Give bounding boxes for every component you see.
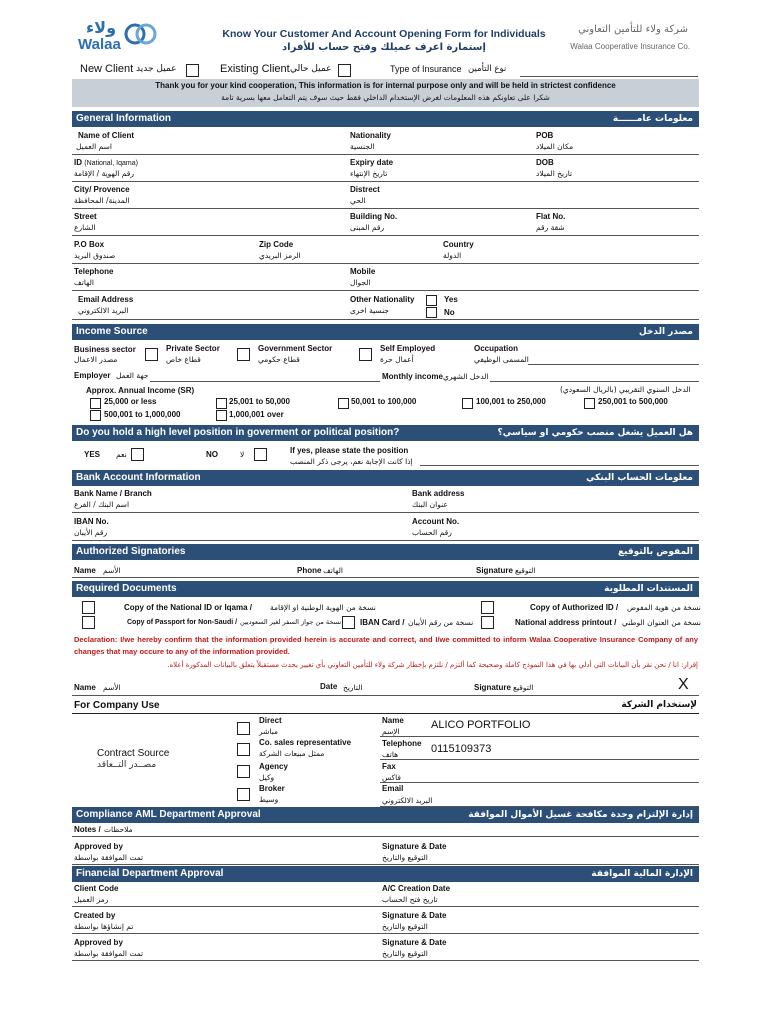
- company-name-en: Walaa Cooperative Insurance Co.: [570, 42, 690, 51]
- source-cosales-label-ar: ممثل مبيعات الشركة: [259, 749, 325, 758]
- finance-bar: [72, 866, 699, 882]
- doc-iban-card-checkbox[interactable]: [342, 616, 355, 629]
- iban-label: IBAN No.: [74, 517, 109, 526]
- dob-label-ar: تاريخ الميلاد: [536, 169, 573, 178]
- other-nationality-no-checkbox[interactable]: [426, 307, 437, 318]
- city-label: City/ Provence: [74, 185, 130, 194]
- client-name-label-ar: اسم العميل: [76, 142, 113, 151]
- existing-client-label: Existing Client: [220, 63, 290, 75]
- compliance-notes-line[interactable]: [72, 836, 699, 837]
- compliance-signature-label-ar: التوقيع والتاريخ: [382, 853, 428, 862]
- required-docs-title: Required Documents: [76, 583, 177, 594]
- source-broker-label-ar: وسيط: [259, 795, 279, 804]
- doc-national-id-label-ar: نسخة من الهوية الوطنية او الإقامة: [270, 603, 376, 612]
- finance-approved-label-ar: تمت الموافقة بواسطة: [74, 949, 144, 958]
- ac-creation-label: A/C Creation Date: [382, 884, 451, 893]
- required-docs-bar: [72, 581, 699, 597]
- compliance-notes-label: Notes /: [74, 825, 101, 834]
- contract-source-label-ar: مصــدر التــعاقد: [97, 760, 157, 770]
- notice-text-ar: شكرا على تعاونكم هذه المعلومات لغرض الإستخدام الداخلي فقط حيث سوف يتم التعامل معها بسرية تامة: [221, 93, 550, 102]
- doc-passport-label-ar: نسخة من جواز السفر لغير السعوديين: [240, 618, 342, 626]
- doc-iban-card-label: IBAN Card /: [360, 618, 405, 627]
- pobox-label: P.O Box: [74, 240, 105, 249]
- doc-national-address-label-ar: نسخة من العنوان الوطني: [622, 618, 701, 627]
- business-sector-label-ar: مصدر الاعمال: [74, 355, 118, 364]
- political-position-title-ar: هل العميل يشغل منصب حكومي او سياسي؟: [497, 428, 693, 438]
- finance-approved-label: Approved by: [74, 938, 123, 947]
- employer-input[interactable]: [150, 381, 380, 382]
- compliance-title-ar: إدارة الإلتزام وحدة مكافحة غسيل الأموال الموافقة: [468, 810, 693, 820]
- self-employed-label: Self Employed: [380, 344, 436, 353]
- nationality-label-ar: الجنسية: [350, 142, 375, 151]
- position-ifyes-label: If yes, please state the position: [290, 446, 409, 455]
- occupation-input[interactable]: [528, 364, 699, 365]
- business-sector-label: Business sector: [74, 345, 136, 354]
- doc-iban-card-label-ar: نسخة من رقم الأيبان: [408, 618, 474, 627]
- finance-signature2-label: Signature & Date: [382, 938, 447, 947]
- bank-info-bar: [72, 470, 699, 486]
- position-no-label: NO: [206, 450, 218, 459]
- finance-title: Financial Department Approval: [76, 868, 224, 879]
- government-sector-label: Government Sector: [258, 344, 333, 353]
- company-name-value[interactable]: ALICO PORTFOLIO: [431, 719, 531, 731]
- bank-row1-line[interactable]: [72, 512, 699, 513]
- declaration-line[interactable]: [72, 695, 699, 696]
- annual-income-label: Approx. Annual Income (SR): [86, 386, 195, 395]
- signatory-signature-label: Signature: [476, 566, 513, 575]
- position-yes-checkbox[interactable]: [131, 448, 144, 461]
- form-title-ar: إستمارة اعرف عميلك وفتح حساب للأفراد: [282, 42, 486, 53]
- other-nationality-no-label: No: [444, 308, 455, 317]
- signatory-phone-label: Phone: [297, 566, 322, 575]
- signatory-signature-label-ar: التوقيع: [515, 566, 536, 575]
- bank-row2-line[interactable]: [72, 540, 699, 541]
- nationality-label: Nationality: [350, 131, 391, 140]
- signatory-phone-label-ar: الهاتف: [323, 566, 343, 575]
- general-info-bar: [72, 111, 699, 127]
- income-opt2-label: 25,001 to 50,000: [229, 397, 290, 406]
- zip-label: Zip Code: [259, 240, 294, 249]
- existing-client-label-ar: عميل حالي: [290, 64, 332, 74]
- company-name-label: Name: [382, 716, 404, 725]
- other-nationality-label: Other Nationality: [350, 295, 415, 304]
- row3-line[interactable]: [72, 208, 699, 209]
- account-no-label-ar: رقم الحساب: [412, 528, 452, 537]
- income-source-title: Income Source: [76, 326, 148, 337]
- compliance-approved-label: Approved by: [74, 842, 123, 851]
- employer-label-ar: جهة العمل: [116, 371, 149, 380]
- income-source-title-ar: مصدر الدخل: [638, 327, 693, 337]
- doc-national-address-checkbox[interactable]: [481, 616, 494, 629]
- contract-source-label: Contract Source: [97, 748, 170, 759]
- company-telephone-line: [380, 759, 699, 760]
- ac-creation-label-ar: تاريخ فتح الحساب: [382, 895, 438, 904]
- flat-label: Flat No.: [536, 212, 566, 221]
- general-info-title: General Information: [76, 113, 172, 124]
- occupation-label-ar: المسمى الوظيفي: [474, 355, 529, 364]
- private-sector-label-ar: قطاع خاص: [166, 355, 201, 364]
- client-name-label: Name of Client: [78, 131, 135, 140]
- political-position-title: Do you hold a high level position in goverment or political position?: [76, 427, 400, 438]
- income-opt1-checkbox[interactable]: [90, 398, 101, 409]
- expiry-label: Expiry date: [350, 158, 394, 167]
- street-label: Street: [74, 212, 97, 221]
- company-fax-label-ar: فاكس: [382, 773, 402, 782]
- compliance-title: Compliance AML Department Approval: [76, 809, 261, 820]
- source-direct-label: Direct: [259, 716, 282, 725]
- compliance-line[interactable]: [72, 864, 699, 865]
- income-opt3-checkbox[interactable]: [338, 398, 349, 409]
- company-telephone-label-ar: هاتف: [382, 750, 399, 759]
- finance-title-ar: الإدارة المالية الموافقة: [591, 869, 693, 879]
- income-opt6-label: 500,001 to 1,000,000: [104, 410, 181, 419]
- finance-signature2-label-ar: التوقيع والتاريخ: [382, 949, 428, 958]
- insurance-type-label: Type of Insurance: [390, 64, 462, 74]
- position-yes-label-ar: نعم: [116, 450, 127, 459]
- declaration-date-label: Date: [320, 682, 338, 691]
- other-nationality-label-ar: جنسية اخرى: [350, 306, 389, 315]
- position-ifyes-label-ar: إذا كانت الإجابة نعم، يرجى ذكر المنصب: [290, 457, 413, 466]
- source-agency-label-ar: وكيل: [259, 773, 275, 782]
- compliance-notes-label-ar: ملاحظات: [104, 825, 133, 834]
- company-email-label: Email: [382, 784, 404, 793]
- position-yes-label: YES: [84, 450, 101, 459]
- account-no-label: Account No.: [412, 517, 460, 526]
- signatories-title: Authorized Signatories: [76, 546, 186, 557]
- pob-label-ar: مكان الميلاد: [536, 142, 574, 151]
- monthly-income-label: Monthly income: [382, 372, 443, 381]
- company-telephone-value[interactable]: 0115109373: [431, 743, 492, 755]
- doc-passport-label: Copy of Passport for Non-Saudi /: [127, 619, 238, 626]
- declaration-name-label: Name: [74, 683, 96, 692]
- id-label-ar: رقم الهوية / الإقامة: [74, 169, 134, 178]
- logo-english: Walaa: [78, 36, 121, 53]
- political-position-bar: [72, 425, 699, 441]
- declaration-text-en: Declaration: I/we hereby confirm that the information provided herein is accurate and correct, and I/we committed to inform Walaa Cooperative Insurance Company of any changes that may occure to any of the information provided.: [74, 635, 698, 656]
- company-name-ar: شركة ولاء للتأمين التعاوني: [578, 24, 688, 35]
- new-client-label-ar: عميل جديد: [136, 64, 177, 74]
- new-client-checkbox[interactable]: [186, 64, 199, 77]
- finance-row2-line[interactable]: [72, 933, 699, 934]
- source-direct-checkbox[interactable]: [237, 722, 250, 735]
- income-opt5-label: 250,001 to 500,000: [598, 397, 668, 406]
- row6-line[interactable]: [72, 290, 699, 291]
- employer-label: Employer: [74, 371, 111, 380]
- doc-national-id-checkbox[interactable]: [82, 601, 95, 614]
- signatories-title-ar: المفوض بالتوقيع: [617, 547, 693, 557]
- declaration-date-label-ar: التاريخ: [343, 683, 363, 692]
- occupation-label: Occupation: [474, 344, 519, 353]
- notice-box: [72, 79, 699, 107]
- compliance-signature-label: Signature & Date: [382, 842, 447, 851]
- existing-client-checkbox[interactable]: [338, 64, 351, 77]
- compliance-bar: [72, 807, 699, 823]
- district-label: Distrect: [350, 185, 380, 194]
- declaration-text-ar: إقرار: انا / نحن نقر بأن البيانات التي أدلي بها في هذا النموذج كاملة وصحيحة كما ألتزم / نلتزم بإخطار شركة ولاء للتأمين التعاوني بأي تغيير يحدث مستقبلاً يتعلق بالبيانات المذكورة أعلاه.: [167, 661, 698, 669]
- finance-row3-line[interactable]: [72, 960, 699, 961]
- zip-label-ar: الرمز البريدي: [259, 251, 301, 260]
- client-code-label-ar: رمز العميل: [74, 895, 109, 904]
- doc-authorized-id-label: Copy of Authorized ID /: [530, 603, 619, 612]
- government-sector-label-ar: قطاع حكومي: [258, 355, 300, 364]
- declaration-signature-label-ar: التوقيع: [513, 683, 534, 692]
- company-email-label-ar: البريد الالكتروني: [382, 796, 433, 805]
- bank-info-title-ar: معلومات الحساب البنكي: [586, 473, 693, 483]
- mobile-label: Mobile: [350, 267, 376, 276]
- row7-line[interactable]: [72, 319, 699, 320]
- signatory-name-label-ar: الأسم: [103, 566, 121, 575]
- source-agency-label: Agency: [259, 762, 288, 771]
- iban-label-ar: رقم الأيبان: [74, 528, 108, 537]
- doc-authorized-id-checkbox[interactable]: [481, 601, 494, 614]
- finance-signature1-label-ar: التوقيع والتاريخ: [382, 922, 428, 931]
- bank-address-label: Bank address: [412, 489, 465, 498]
- street-label-ar: الشارع: [74, 223, 96, 232]
- company-telephone-label: Telephone: [382, 739, 422, 748]
- position-input[interactable]: [420, 465, 699, 466]
- row1-line[interactable]: [72, 154, 699, 155]
- doc-passport-checkbox[interactable]: [82, 616, 95, 629]
- other-nationality-yes-label: Yes: [444, 295, 458, 304]
- source-broker-checkbox[interactable]: [237, 788, 250, 801]
- new-client-label: New Client: [80, 63, 134, 75]
- private-sector-label: Private Sector: [166, 344, 220, 353]
- signature-x-mark: X: [678, 676, 689, 693]
- created-by-label-ar: تم إنشاؤها بواسطة: [74, 922, 134, 931]
- insurance-type-label-ar: نوع التأمين: [468, 64, 507, 74]
- source-broker-label: Broker: [259, 784, 285, 793]
- logo-arabic: ولاء: [86, 18, 117, 37]
- pobox-label-ar: صندوق البريد: [74, 251, 116, 260]
- income-opt4-checkbox[interactable]: [462, 398, 473, 409]
- self-employed-checkbox[interactable]: [359, 348, 372, 361]
- id-label: ID (National, Iqama): [74, 158, 138, 167]
- general-info-title-ar: معلومات عامــــــة: [612, 114, 693, 124]
- income-opt1-label: 25,000 or less: [104, 397, 157, 406]
- position-no-label-ar: لا: [240, 450, 245, 459]
- logo-circles-icon: [124, 20, 158, 48]
- company-name-line: [380, 736, 699, 737]
- finance-signature1-label: Signature & Date: [382, 911, 447, 920]
- government-sector-checkbox[interactable]: [237, 348, 250, 361]
- mobile-label-ar: الجوال: [350, 278, 371, 287]
- country-label-ar: الدولة: [443, 251, 462, 260]
- income-opt7-checkbox[interactable]: [216, 410, 227, 421]
- form-title-en: Know Your Customer And Account Opening Form for Individuals: [222, 28, 546, 40]
- flat-label-ar: شقة رقم: [536, 223, 565, 232]
- insurance-type-input[interactable]: [520, 76, 698, 77]
- source-direct-label-ar: مباشر: [259, 727, 278, 736]
- email-label: Email Address: [78, 295, 134, 304]
- income-opt4-label: 100,001 to 250,000: [476, 397, 546, 406]
- bank-info-title: Bank Account Information: [76, 472, 201, 483]
- monthly-income-label-ar: الدخل الشهري: [443, 372, 489, 381]
- income-opt3-label: 50,001 to 100,000: [351, 397, 417, 406]
- signatory-name-label: Name: [74, 566, 96, 575]
- dob-label: DOB: [536, 158, 554, 167]
- telephone-label-ar: الهاتف: [74, 278, 94, 287]
- signatories-bar: [72, 544, 699, 560]
- client-code-label: Client Code: [74, 884, 119, 893]
- row4-line[interactable]: [72, 235, 699, 236]
- position-no-checkbox[interactable]: [254, 448, 267, 461]
- country-label: Country: [443, 240, 474, 249]
- walaa-logo: [76, 18, 166, 54]
- expiry-label-ar: تاريخ الإنتهاء: [350, 169, 388, 178]
- monthly-income-input[interactable]: [490, 381, 699, 382]
- compliance-approved-label-ar: تمت الموافقة بواسطة: [74, 853, 144, 862]
- source-cosales-checkbox[interactable]: [237, 743, 250, 756]
- income-opt6-checkbox[interactable]: [90, 410, 101, 421]
- bank-name-label: Bank Name / Branch: [74, 489, 152, 498]
- bank-address-label-ar: عنوان البنك: [412, 500, 448, 509]
- telephone-label: Telephone: [74, 267, 114, 276]
- pob-label: POB: [536, 131, 554, 140]
- row2-line[interactable]: [72, 181, 699, 182]
- other-nationality-yes-checkbox[interactable]: [426, 295, 437, 306]
- doc-national-address-label: National address printout /: [515, 618, 617, 627]
- email-label-ar: البريد الالكتروني: [78, 306, 129, 315]
- declaration-name-label-ar: الأسم: [103, 683, 121, 692]
- company-fax-label: Fax: [382, 762, 396, 771]
- source-cosales-label: Co. sales representative: [259, 738, 352, 747]
- income-source-bar: [72, 324, 699, 340]
- private-sector-checkbox[interactable]: [145, 348, 158, 361]
- building-label: Building No.: [350, 212, 398, 221]
- created-by-label: Created by: [74, 911, 116, 920]
- company-use-title: For Company Use: [74, 700, 160, 711]
- company-fax-line[interactable]: [380, 782, 699, 783]
- declaration-signature-label: Signature: [474, 683, 511, 692]
- income-opt5-checkbox[interactable]: [584, 398, 595, 409]
- district-label-ar: الحي: [350, 196, 366, 205]
- doc-national-id-label: Copy of the National ID or Iqama /: [124, 603, 253, 612]
- required-docs-title-ar: المستندات المطلوبة: [604, 584, 693, 594]
- city-label-ar: المدينة/ المحافظة: [74, 196, 130, 205]
- notice-text-en: Thank you for your kind cooperation, This information is for internal purpose only and will be held in strictest confidence: [155, 81, 616, 90]
- income-opt7-label: 1,000,001 over: [229, 410, 284, 419]
- bank-name-label-ar: اسم البنك / الفرع: [74, 500, 130, 509]
- company-name-label-ar: الإسم: [382, 727, 400, 736]
- income-opt2-checkbox[interactable]: [216, 398, 227, 409]
- company-use-title-ar: لإستخدام الشركة: [621, 700, 697, 710]
- doc-authorized-id-label-ar: نسخة من هوية المفوض: [627, 603, 701, 612]
- signatories-line[interactable]: [72, 577, 699, 578]
- company-use-line: [72, 713, 699, 714]
- annual-income-label-ar: الدخل السنوي التقريبي (بالريال السعودي): [560, 385, 691, 394]
- building-label-ar: رقم المبنى: [350, 223, 385, 232]
- self-employed-label-ar: أعمال حرة: [380, 355, 414, 364]
- row5-line[interactable]: [72, 263, 699, 264]
- finance-row1-line[interactable]: [72, 906, 699, 907]
- source-agency-checkbox[interactable]: [237, 765, 250, 778]
